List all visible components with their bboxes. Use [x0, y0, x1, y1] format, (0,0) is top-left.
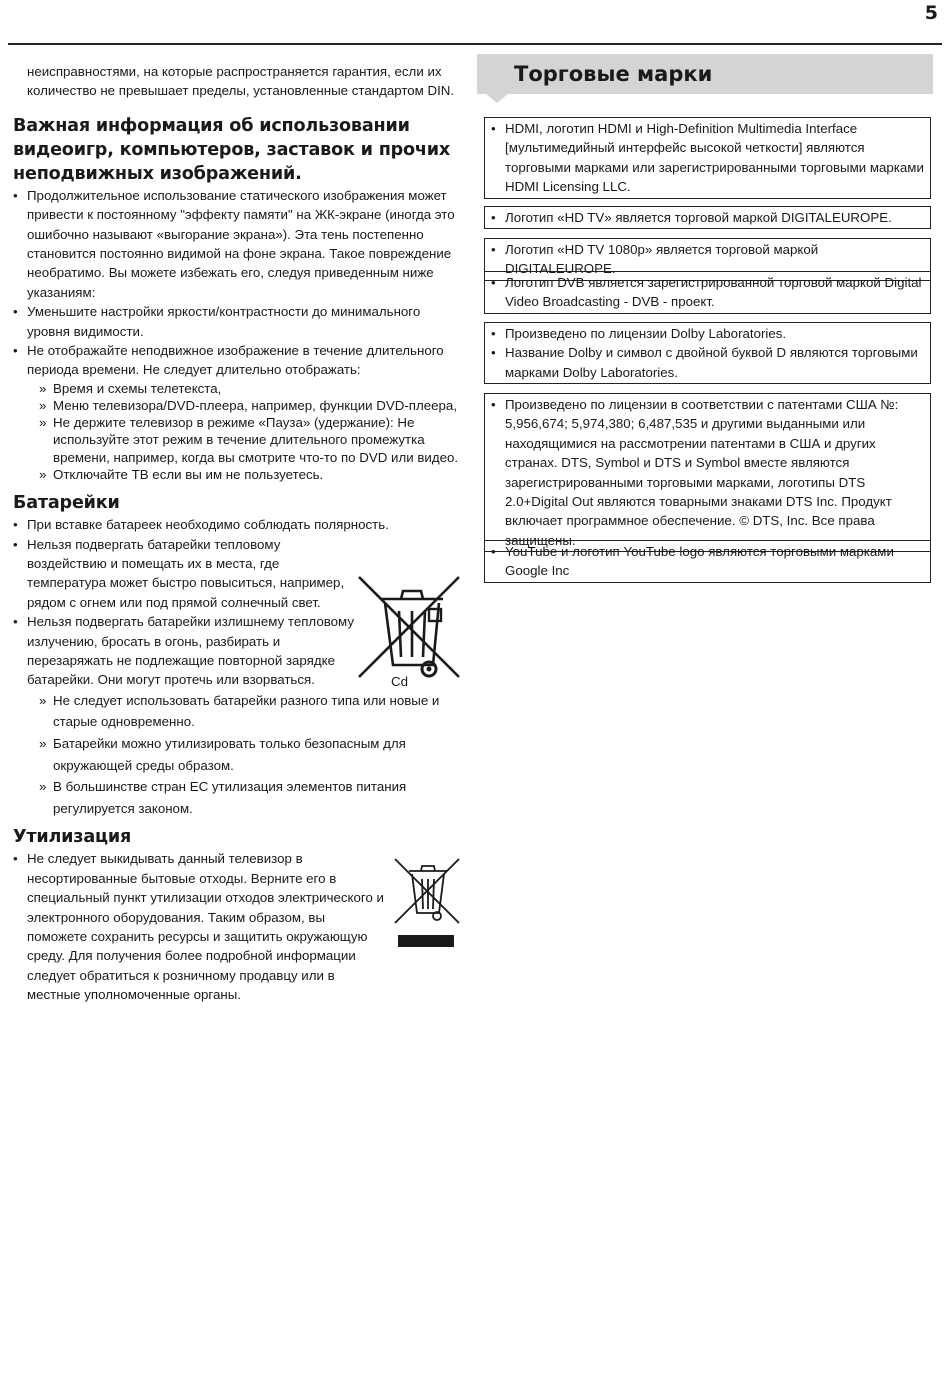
batteries-section: [13, 515, 465, 819]
static-image-sublist: [13, 380, 465, 483]
list-item: • Название Dolby и символ с двойной буквой D являются торговыми марками Dolby Laboratories.: [491, 343, 926, 382]
list-item: • Уменьшите настройки яркости/контрастности до минимального уровня видимости.: [13, 302, 465, 341]
crossed-out-bin-icon: [353, 559, 465, 699]
list-item: • При вставке батареек необходимо соблюдать полярность.: [13, 515, 465, 534]
sub-list-item: » В большинстве стран ЕС утилизация элементов питания регулируется законом.: [39, 776, 465, 819]
list-item: • Произведено по лицензии Dolby Laboratories.: [491, 324, 926, 343]
sub-list-item: » Время и схемы телетекста,: [39, 380, 465, 397]
trademark-box-hdtv: [484, 206, 931, 229]
list-item: • Логотип «HD TV 1080p» является торговой маркой DIGITALEUROPE.: [491, 240, 926, 279]
banner-pointer: [486, 94, 508, 103]
batteries-heading: Батарейки: [13, 493, 120, 514]
list-item: • Логотип DVB является зарегистрированной торговой маркой Digital Video Broadcasting - DVB - проект.: [491, 273, 926, 312]
trademarks-heading: Торговые марки: [514, 62, 713, 86]
list-item: • Нельзя подвергать батарейки излишнему тепловому излучению, бросать в огонь, разбирать и перезаряжать не подлежащие повторной зарядке батарейки. Они могут протечь или взорваться.: [13, 612, 357, 690]
trademark-box-dvb: [484, 271, 931, 314]
list-item: • Нельзя подвергать батарейки тепловому воздействию и помещать их в места, где температура может быстро повыситься, например, рядом с огнем или под прямой солнечный свет.: [13, 535, 357, 613]
static-image-heading: Важная информация об использовании видеоигр, компьютеров, заставок и прочих неподвижных изображений.: [13, 115, 451, 184]
list-item: • Не следует выкидывать данный телевизор в несортированные бытовые отходы. Верните его в специальный пункт утилизации отходов электрического и электронного оборудования. Таким образом, вы поможете сохранить ресурсы и защитить окружающую среду. Для получения более подробной информации следует обратиться к розничному продавцу или в местные уполномоченные органы.: [13, 849, 387, 1004]
intro-paragraph: неисправностями, на которые распространяется гарантия, если их количество не превышает пределы, установленные стандартом DIN.: [27, 64, 455, 99]
cd-label: Cd: [391, 674, 408, 690]
static-image-list: [13, 186, 465, 380]
trademark-box-dts: [484, 393, 931, 552]
trademark-box-hdmi: [484, 117, 931, 199]
disposal-section: [13, 849, 465, 1004]
left-column: [13, 62, 465, 1005]
list-item: • Не отображайте неподвижное изображение в течение длительного периода времени. Не следует длительно отображать:: [13, 341, 465, 380]
sub-list-item: » Отключайте ТВ если вы им не пользуетесь.: [39, 466, 465, 483]
list-item: • Произведено по лицензии в соответствии с патентами США №: 5,956,674; 5,974,380; 6,487,535 и другими выданными или находящимися на рассмотрении патентами в США и других странах. DTS, Symbol и DTS и Symbol вместе являются зарегистрированными торговыми марками, логотипы DTS 2.0+Digital Out являются товарными знаками DTS Inc. Продукт включает программное обеспечение. © DTS, Inc. Все права защищены.: [491, 395, 926, 550]
sub-list-item: » Меню телевизора/DVD-плеера, например, функции DVD-плеера,: [39, 397, 465, 414]
trademark-box-dolby: [484, 322, 931, 384]
trademark-box-youtube: [484, 540, 931, 583]
sub-list-item: » Не следует использовать батарейки разного типа или новые и старые одновременно.: [39, 690, 465, 733]
disposal-heading: Утилизация: [13, 827, 132, 848]
list-item: • YouTube и логотип YouTube logo являются торговыми марками Google Inc: [491, 542, 926, 581]
weee-bin-icon: [393, 851, 463, 951]
sub-list-item: » Батарейки можно утилизировать только безопасным для окружающей среды образом.: [39, 733, 465, 776]
batteries-sublist: [13, 690, 465, 820]
header-rule: [8, 43, 942, 45]
list-item: • HDMI, логотип HDMI и High-Definition Multimedia Interface [мультимедийный интерфейс высокой четкости] являются торговыми марками или зарегистрированными торговыми марками HDMI Licensing LLC.: [491, 119, 926, 197]
list-item: • Продолжительное использование статического изображения может привести к постоянному "эффекту памяти" на ЖК-экране (иногда это ошибочно называют «выгорание экрана»). Эта тень постепенно становится постоянно видимой на фоне экрана. Такое повреждение необратимо. Вы можете избежать его, следуя приведенным ниже указаниям:: [13, 186, 465, 302]
page-number: 5: [924, 2, 938, 24]
sub-list-item: » Не держите телевизор в режиме «Пауза» (удержание): Не используйте этот режим в течение длительного промежутка времени, например, когда вы смотрите что-то по DVD или видео.: [39, 414, 465, 466]
list-item: • Логотип «HD TV» является торговой маркой DIGITALEUROPE.: [491, 208, 926, 227]
